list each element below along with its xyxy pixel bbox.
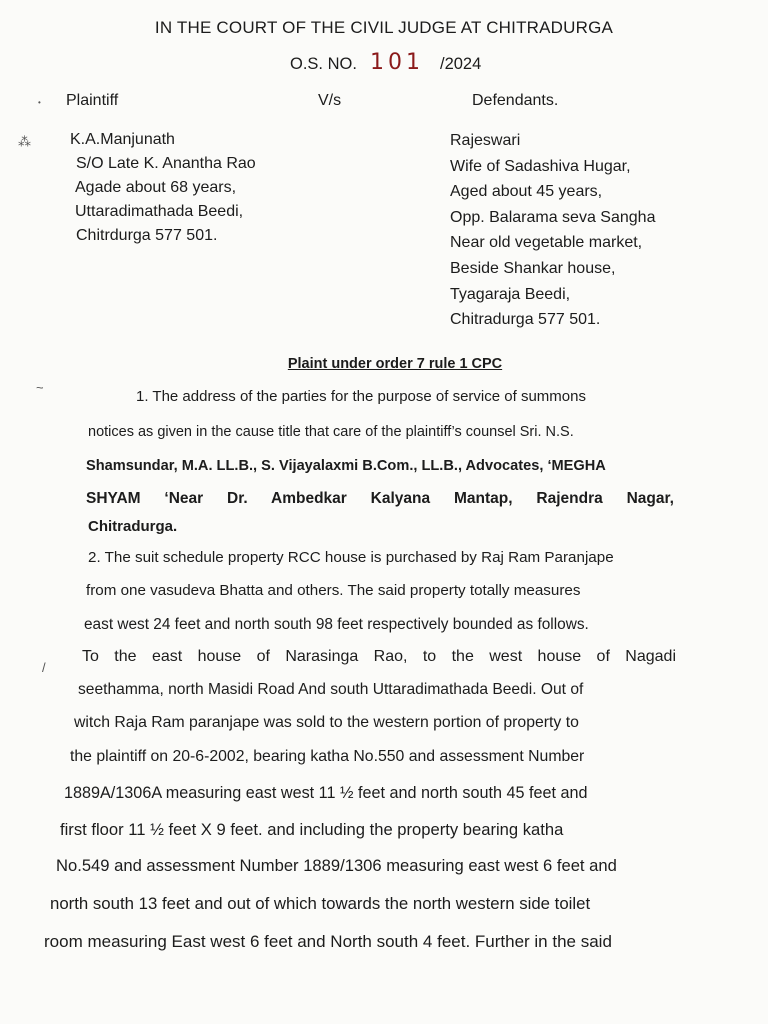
plaint-line: first floor 11 ½ feet X 9 feet. and including the property bearing katha [60,820,564,839]
case-number-label: O.S. NO. [290,55,357,73]
defendant-address-line: Beside Shankar house, [450,259,616,277]
plaint-line: 1889A/1306A measuring east west 11 ½ feet and north south 45 feet and [64,784,588,802]
plaint-line: No.549 and assessment Number 1889/1306 measuring east west 6 feet and [56,856,617,875]
plaintiff-address-line: Chitrdurga 577 501. [76,227,218,244]
plaint-line: east west 24 feet and north south 98 feet respectively bounded as follows. [84,616,589,633]
plaint-line: SHYAM ‘Near Dr. Ambedkar Kalyana Mantap, Rajendra Nagar, [86,490,674,507]
plaint-line: witch Raja Ram paranjape was sold to the western portion of property to [74,714,579,731]
plaintiff-address-line: Agade about 68 years, [75,179,237,196]
plaintiff-heading: Plaintiff [66,92,119,109]
plaintiff-address-block [70,128,256,248]
scan-speck: / [42,660,46,675]
scan-speck: • [38,98,41,107]
defendant-address-line: Rajeswari [450,132,521,149]
defendant-heading: Defendants. [472,92,559,109]
plaint-line: 2. The suit schedule property RCC house is purchased by Raj Ram Paranjape [88,549,614,566]
case-year: /2024 [440,55,482,73]
plaint-line: To the east house of Narasinga Rao, to the west house of Nagadi [82,648,676,665]
plaintiff-address-line: Uttaradimathada Beedi, [75,203,244,220]
defendant-address-line: Near old vegetable market, [450,234,643,252]
case-number-handwritten: 101 [370,50,424,75]
court-title: IN THE COURT OF THE CIVIL JUDGE AT CHITRADURGA [154,18,614,37]
plaint-line: Chitradurga. [88,518,178,535]
defendant-address-line: Chitradurga 577 501. [450,311,601,329]
plaint-line: from one vasudeva Bhatta and others. The said property totally measures [86,582,581,599]
plaintiff-address-line: S/O Late K. Anantha Rao [76,155,256,172]
plaint-line: 1. The address of the parties for the purpose of service of summons [136,388,586,405]
defendant-address-line: Opp. Balarama seva Sangha [450,208,656,226]
defendant-address-line: Tyagaraja Beedi, [450,285,571,303]
plaintiff-address-line: K.A.Manjunath [70,131,175,148]
plaint-line: north south 13 feet and out of which towards the north western side toilet [50,894,591,913]
defendant-address-line: Wife of Sadashiva Hugar, [450,157,631,175]
plaint-line: notices as given in the cause title that care of the plaintiff’s counsel Sri. N.S. [88,424,574,440]
scan-speck: ⁂ [18,134,31,149]
defendant-address-block [450,128,655,333]
plaint-line: the plaintiff on 20-6-2002, bearing katha No.550 and assessment Number [70,748,585,765]
scan-speck: ~ [36,380,44,395]
plaint-heading: Plaint under order 7 rule 1 CPC [287,356,503,372]
plaint-line: seethamma, north Masidi Road And south Uttaradimathada Beedi. Out of [78,681,584,698]
plaint-line: Shamsundar, M.A. LL.B., S. Vijayalaxmi B.Com., LL.B., Advocates, ‘MEGHA [86,458,606,474]
defendant-address-line: Aged about 45 years, [450,183,603,201]
versus-label: V/s [318,92,342,109]
plaint-line: room measuring East west 6 feet and North south 4 feet. Further in the said [44,932,612,951]
